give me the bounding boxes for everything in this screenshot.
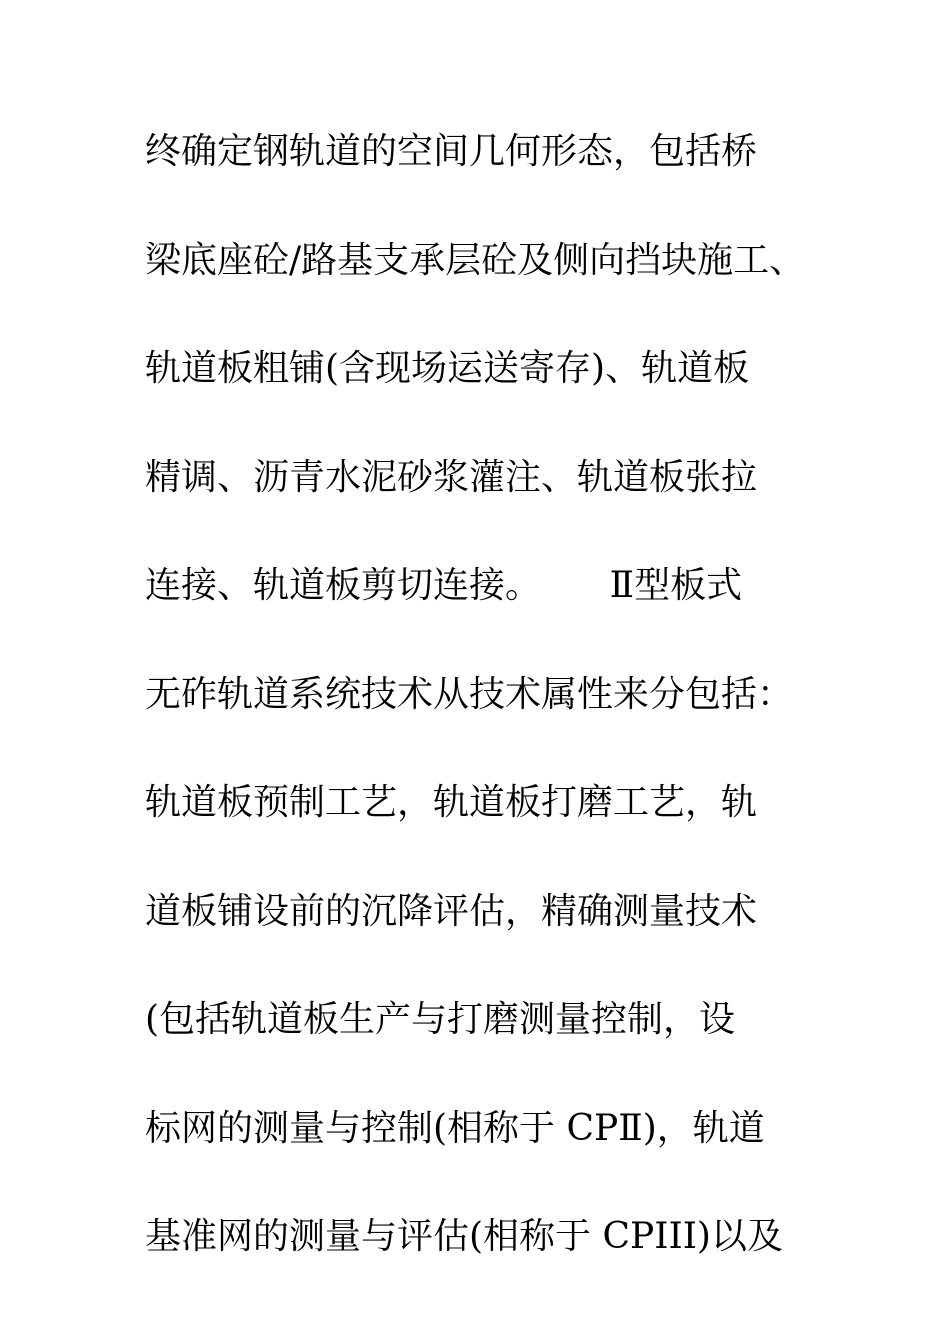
text-line: 基准网的测量与评估(相称于 CPIII)以及 — [145, 1216, 783, 1257]
text-line: 道板铺设前的沉降评估，精确测量技术 — [145, 890, 758, 932]
text-line: 梁底座砼/路基支承层砼及侧向挡块施工、 — [145, 239, 806, 281]
text-line: 无砟轨道系统技术从技术属性来分包括： — [145, 673, 794, 715]
text-line: 轨道板预制工艺，轨道板打磨工艺，轨 — [145, 782, 758, 823]
text-line: 轨道板粗铺(含现场运送寄存)、轨道板 — [145, 348, 750, 389]
text-line: (包括轨道板生产与打磨测量控制，设 — [145, 999, 736, 1040]
text-line: 终确定钢轨道的空间几何形态，包括桥 — [145, 131, 758, 172]
text-line: 精调、沥青水泥砂浆灌注、轨道板张拉 — [145, 456, 758, 498]
text-line: 连接、轨道板剪切连接。 Ⅱ型板式 — [145, 565, 743, 606]
text-line: 标网的测量与控制(相称于 CPⅡ)，轨道 — [145, 1107, 765, 1149]
body-paragraph — [145, 120, 845, 1314]
